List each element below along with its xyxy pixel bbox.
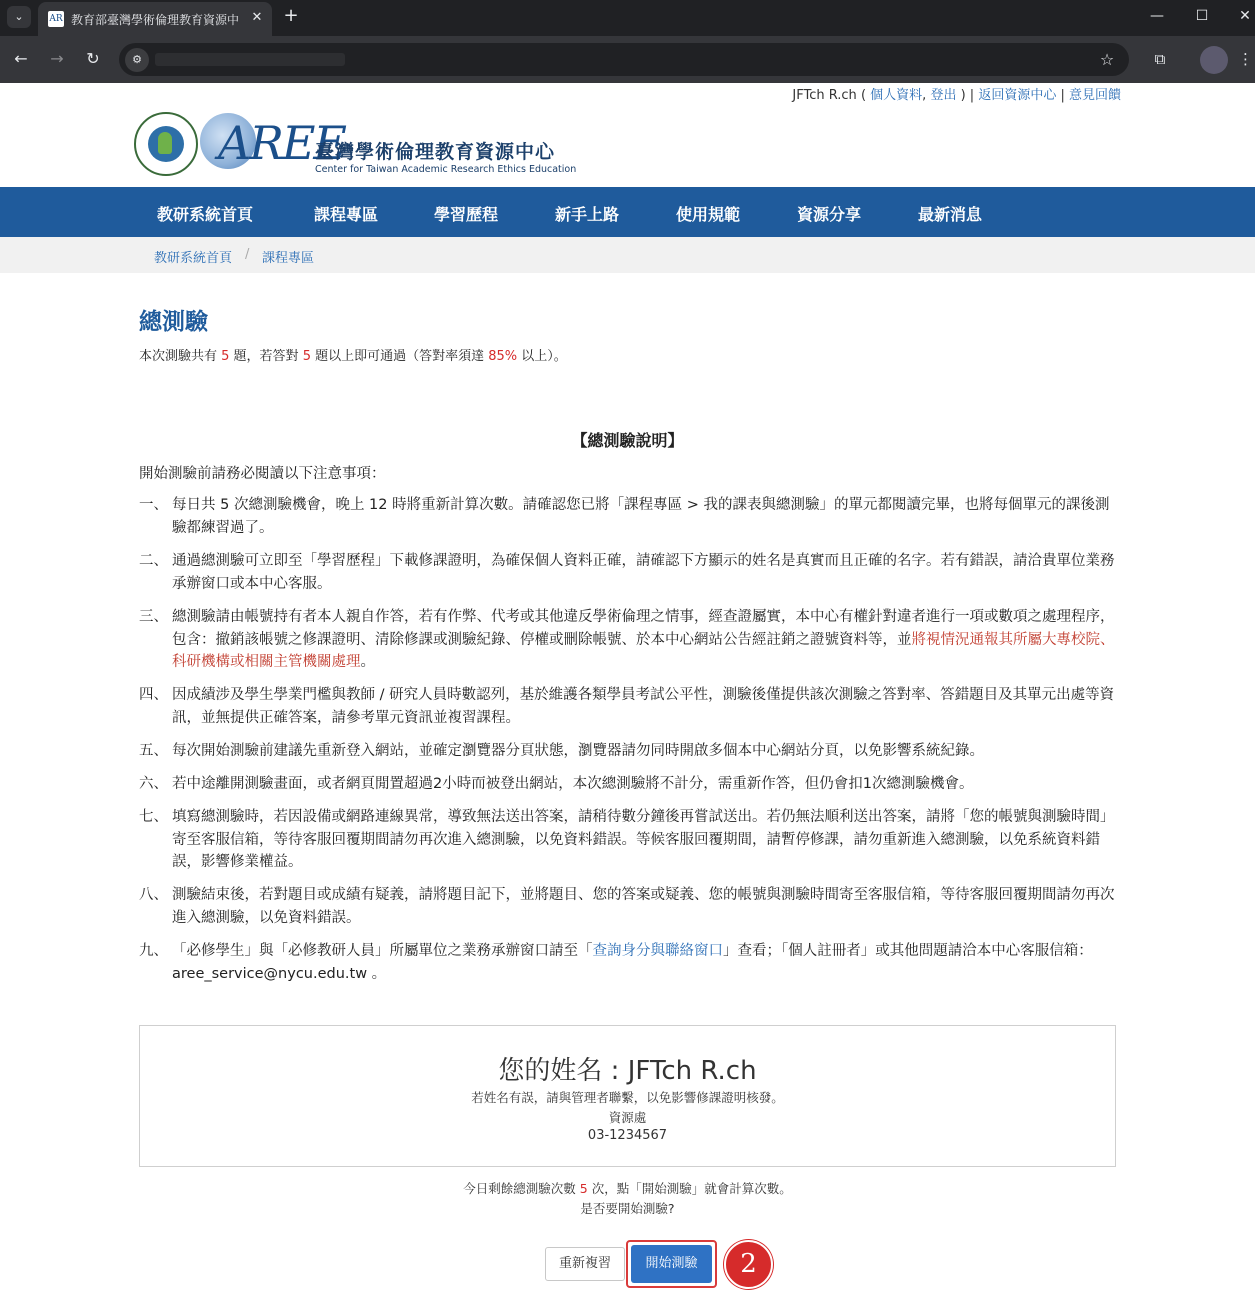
exam-summary [139, 345, 567, 364]
attempts-text: 今日剩餘總測驗次數 [463, 1181, 580, 1196]
notice-text: 通過總測驗可立即至「學習歷程」下載修課證明，為確保個人資料正確，請確認下方顯示的姓名是真實而且正確的名字。若有錯誤，請洽貴單位業務承辦窗口或本中心客服。 [172, 553, 1115, 592]
window-close-icon[interactable]: ✕ [1239, 8, 1251, 24]
arrow-right-icon[interactable]: → [50, 49, 64, 68]
browser-tab-bar [0, 0, 1255, 36]
center-name-en: Center for Taiwan Academic Research Ethics Education [315, 164, 577, 175]
attempts-count: 5 [579, 1181, 588, 1196]
notice-number: 九、 [139, 943, 168, 959]
seal-leaf [158, 132, 172, 154]
tab-title: 教育部臺灣學術倫理教育資源中 [71, 13, 240, 27]
avatar[interactable] [1200, 46, 1228, 74]
feedback-link[interactable]: 意見回饋 [1068, 88, 1121, 103]
arrow-left-icon[interactable]: ← [14, 49, 28, 68]
user-full-name: 您的姓名 : JFTch R.ch [498, 1056, 757, 1086]
user-bar [792, 84, 1121, 103]
summary-text: 題以上即可通過（答對率須達 [310, 349, 489, 364]
puzzle-icon[interactable]: ⧉ [1154, 50, 1166, 68]
notice-number: 八、 [139, 887, 168, 903]
nav-item-getting-started[interactable]: 新手上路 [555, 205, 620, 224]
notice-text-main: 「必修學生」與「必修教研人員」所屬單位之業務承辦窗口請至「 [172, 943, 593, 959]
summary-text: 題，若答對 [229, 349, 303, 364]
notice-number: 五、 [139, 743, 168, 759]
pass-rate: 85% [488, 349, 518, 364]
chevron-down-icon[interactable]: ⌄ [7, 6, 31, 28]
notice-text: 每日共 5 次總測驗機會，晚上 12 時將重新計算次數。請確認您已將「課程專區 > 我的課表與總測驗」的單元都閱讀完畢，也將每個單元的課後測驗都練習過了。 [172, 497, 1110, 536]
step-number-badge: 2 [724, 1240, 773, 1289]
notice-item [139, 606, 1119, 674]
logout-link[interactable]: 登出 [930, 88, 957, 103]
name-confirmation-box [139, 1025, 1116, 1167]
nav-item-home[interactable]: 教研系統首頁 [157, 205, 254, 224]
address-bar[interactable] [119, 43, 1129, 76]
nav-item-news[interactable]: 最新消息 [918, 205, 983, 224]
center-name-cn: 臺灣學術倫理教育資源中心 [315, 141, 556, 163]
comma: , [922, 88, 931, 103]
notice-text [172, 606, 1119, 674]
notice-warning-text: 將視情況通報其所屬大專校院、科研機構或相關主管機關處理 [172, 631, 1115, 670]
notice-number: 三、 [139, 609, 168, 625]
notice-text: 因成績涉及學生學業門檻與教師 / 研究人員時數認列，基於維護各類學員考試公平性，測驗後僅提供該次測驗之答對率、答錯題目及其單元出處等資訊，並無提供正確答案，請參考單元資訊並複習課程。 [172, 687, 1115, 726]
nav-item-learning-history[interactable]: 學習歷程 [434, 205, 499, 224]
tab-favicon: AR [48, 11, 64, 27]
start-confirm-question: 是否要開始測驗? [580, 1201, 675, 1216]
notice-item [139, 806, 1119, 874]
pass-count: 5 [302, 349, 311, 364]
notice-item [139, 884, 1119, 929]
remaining-attempts [0, 1179, 1255, 1197]
kebab-icon[interactable]: ⋮ [1238, 50, 1253, 68]
separator: | [1056, 88, 1069, 103]
contact-window-link[interactable]: 查詢身分與聯絡窗口 [592, 943, 723, 959]
breadcrumb-home[interactable]: 教研系統首頁 [154, 251, 233, 266]
notice-item [139, 684, 1119, 729]
notice-number: 六、 [139, 776, 168, 792]
nav-item-courses[interactable]: 課程專區 [314, 205, 379, 224]
page-title: 總測驗 [139, 309, 208, 335]
paren: ( [856, 88, 871, 103]
paren: ) | [956, 88, 979, 103]
nav-item-resources[interactable]: 資源分享 [797, 205, 862, 224]
contact-phone: 03-1234567 [587, 1128, 668, 1143]
notice-item [139, 494, 1119, 539]
notice-number: 四、 [139, 687, 168, 703]
notice-text: 填寫總測驗時，若因設備或網路連線異常，導致無法送出答案，請稍待數分鐘後再嘗試送出。若仍無法順利送出答案，請將「您的帳號與測驗時間」寄至客服信箱，等待客服回覆期間請勿再次進入總測驗，以免資料錯誤。等候客服回覆期間，請暫停修課，請勿重新進入總測驗，以免系統資料錯誤，影響修業權益。 [172, 809, 1115, 870]
back-to-center-link[interactable]: 返回資源中心 [978, 88, 1057, 103]
department-name: 資源處 [608, 1110, 647, 1125]
notice-text: 測驗結束後，若對題目或成績有疑義，請將題目記下，並將題目、您的答案或疑義、您的帳號與測驗時間寄至客服信箱，等待客服回覆期間請勿再次進入總測驗，以免資料錯誤。 [172, 887, 1115, 926]
notice-item [139, 740, 1119, 763]
user-name: JFTch R.ch [792, 88, 857, 103]
breadcrumb-separator: / [245, 247, 250, 262]
notice-item [139, 550, 1119, 595]
ministry-seal-logo [134, 112, 198, 176]
notice-text [172, 940, 1119, 985]
notice-number: 一、 [139, 497, 168, 513]
browser-tab[interactable] [38, 2, 272, 36]
notice-item [139, 940, 1119, 985]
notice-text: 若中途離開測驗畫面，或者網頁閒置超過2小時而被登出網站，本次總測驗將不計分，需重新作答，但仍會扣1次總測驗機會。 [172, 776, 974, 792]
close-icon[interactable]: ✕ [251, 10, 263, 25]
notice-number: 二、 [139, 553, 168, 569]
notice-item [139, 773, 1119, 796]
attempts-text: 次，點「開始測驗」就會計算次數。 [587, 1181, 792, 1196]
summary-text: 本次測驗共有 [139, 349, 222, 364]
minimize-icon[interactable]: — [1150, 8, 1164, 24]
instructions-title: 【總測驗說明】 [571, 431, 684, 450]
breadcrumb [0, 237, 1255, 273]
star-icon[interactable]: ☆ [1099, 50, 1115, 69]
plus-icon[interactable]: + [283, 5, 299, 26]
name-error-note: 若姓名有誤，請與管理者聯繫，以免影響修課證明核發。 [471, 1090, 784, 1105]
instructions-intro: 開始測驗前請務必閱讀以下注意事項： [139, 466, 386, 482]
review-again-button[interactable]: 重新複習 [545, 1247, 625, 1281]
start-exam-button[interactable]: 開始測驗 [631, 1245, 712, 1283]
notice-text-end: 」查看；「個人註冊者」或其他問題請洽本中心客服信箱：aree_service@nycu.edu.tw 。 [172, 943, 1093, 982]
summary-text: 以上）。 [517, 349, 567, 364]
notice-number: 七、 [139, 809, 168, 825]
reload-icon[interactable]: ↻ [86, 49, 100, 68]
aree-wordmark: AREE [218, 116, 346, 170]
notice-text: 每次開始測驗前建議先重新登入網站，並確定瀏覽器分頁狀態，瀏覽器請勿同時開啟多個本中心網站分頁，以免影響系統紀錄。 [172, 743, 984, 759]
question-count: 5 [221, 349, 230, 364]
main-nav [0, 187, 1255, 237]
notice-text-main: 總測驗請由帳號持有者本人親自作答，若有作弊、代考或其他違反學術倫理之情事，經查證屬實，本中心有權針對違者進行一項或數項之處理程序，包含：撤銷該帳號之修課證明、清除修課或測驗紀錄、停權或刪除帳號、於本中心網站公告經註銷之證號資料等，並 [172, 609, 1115, 648]
tune-icon[interactable]: ⚙ [125, 48, 149, 72]
maximize-icon[interactable]: ☐ [1195, 8, 1209, 24]
breadcrumb-courses[interactable]: 課程專區 [262, 251, 315, 266]
url-text[interactable] [155, 53, 345, 66]
nav-item-terms[interactable]: 使用規範 [676, 205, 741, 224]
profile-link[interactable]: 個人資料 [870, 88, 923, 103]
notice-text-end: 。 [360, 654, 375, 670]
browser-toolbar [0, 36, 1255, 83]
